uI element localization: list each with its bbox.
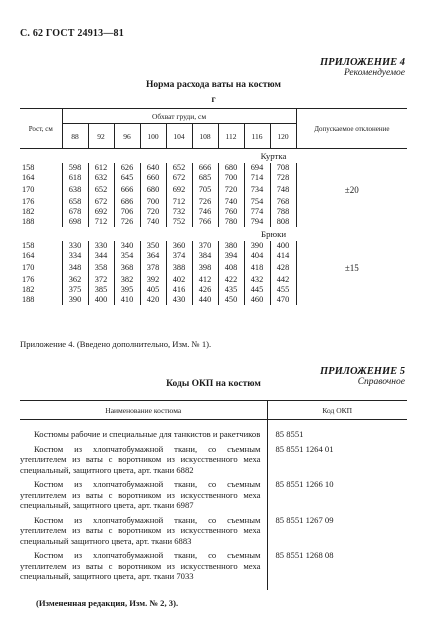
value-cell: 430 [166, 295, 192, 305]
value-cell: 385 [88, 285, 114, 295]
table-row [20, 251, 407, 261]
norm-sections [20, 149, 407, 305]
value-cell: 692 [166, 183, 192, 197]
value-cell: 395 [114, 285, 140, 295]
value-cell: 618 [62, 173, 88, 183]
value-cell: 720 [140, 207, 166, 217]
value-cell: 780 [218, 217, 244, 227]
tolerance-empty [296, 285, 407, 295]
value-cell: 404 [244, 251, 270, 261]
value-cell: 460 [244, 295, 270, 305]
value-cell: 422 [218, 275, 244, 285]
value-cell: 334 [62, 251, 88, 261]
value-cell: 660 [140, 173, 166, 183]
value-cell: 402 [166, 275, 192, 285]
appendix5-note: (Измененная редакция, Изм. № 2, 3). [36, 598, 179, 608]
value-cell: 754 [244, 197, 270, 207]
value-cell: 470 [270, 295, 296, 305]
appendix4-note: Приложение 4. (Введено дополнительно, Изм. № 1). [20, 339, 212, 349]
value-cell: 666 [114, 183, 140, 197]
value-cell: 732 [166, 207, 192, 217]
chest-size-header: 92 [88, 124, 114, 149]
value-cell: 392 [140, 275, 166, 285]
value-cell: 712 [166, 197, 192, 207]
value-cell: 372 [88, 275, 114, 285]
value-cell: 686 [114, 197, 140, 207]
chest-size-header: 96 [114, 124, 140, 149]
tolerance-empty [296, 163, 407, 173]
table-row [20, 183, 407, 197]
value-cell: 705 [192, 183, 218, 197]
chest-size-header: 100 [140, 124, 166, 149]
value-cell: 632 [88, 173, 114, 183]
value-cell: 408 [218, 261, 244, 275]
value-cell: 428 [270, 261, 296, 275]
okp-name-cell: Костюм из хлопчатобумажной ткани, со съемным утеплителем из ваты с воротником из искусственного меха специальный защитного цвета, арт. ткани 6883 [20, 514, 261, 546]
value-cell: 740 [140, 217, 166, 227]
tolerance-cell: ±15 [296, 261, 407, 275]
tolerance-cell: ±20 [296, 183, 407, 197]
table-row [20, 285, 407, 295]
value-cell: 680 [218, 163, 244, 173]
value-cell: 364 [140, 251, 166, 261]
table-row [20, 207, 407, 217]
value-cell: 445 [244, 285, 270, 295]
value-cell: 808 [270, 217, 296, 227]
value-cell: 680 [140, 183, 166, 197]
okp-code-cell: 85 8551 1264 01 [267, 440, 407, 476]
value-cell: 418 [244, 261, 270, 275]
appendix4-title: ПРИЛОЖЕНИЕ 4 [320, 57, 405, 68]
height-cell: 170 [22, 185, 35, 194]
value-cell: 350 [140, 241, 166, 251]
value-cell: 420 [140, 295, 166, 305]
value-cell: 375 [62, 285, 88, 295]
value-cell: 708 [270, 163, 296, 173]
height-cell: 188 [22, 217, 35, 226]
chest-size-header: 120 [270, 124, 296, 149]
value-cell: 400 [270, 241, 296, 251]
value-cell: 354 [114, 251, 140, 261]
value-cell: 370 [192, 241, 218, 251]
table-row [20, 275, 407, 285]
value-cell: 740 [218, 197, 244, 207]
height-cell: 188 [22, 295, 35, 304]
value-cell: 440 [192, 295, 218, 305]
height-cell: 170 [22, 263, 35, 272]
value-cell: 378 [140, 261, 166, 275]
table-row [20, 163, 407, 173]
value-cell: 374 [166, 251, 192, 261]
chest-size-header: 112 [218, 124, 244, 149]
okp-name-cell: Костюм из хлопчатобумажной ткани, со съемным утеплителем из ваты с воротником из искусственного меха специальный, защитного цвета, арт. ткани 7033 [20, 550, 261, 581]
value-cell: 694 [244, 163, 270, 173]
value-cell: 390 [62, 295, 88, 305]
chest-size-header: 88 [62, 124, 88, 149]
value-cell: 652 [166, 163, 192, 173]
height-cell: 176 [22, 197, 35, 206]
value-cell: 726 [192, 197, 218, 207]
value-cell: 794 [244, 217, 270, 227]
table-row [20, 546, 407, 582]
value-cell: 652 [88, 183, 114, 197]
value-cell: 330 [62, 241, 88, 251]
col-name-header: Наименование костюма [105, 405, 182, 415]
okp-code-cell: 85 8551 1267 09 [267, 511, 407, 547]
value-cell: 358 [88, 261, 114, 275]
value-cell: 766 [192, 217, 218, 227]
value-cell: 412 [192, 275, 218, 285]
value-cell: 666 [192, 163, 218, 173]
tolerance-empty [296, 295, 407, 305]
value-cell: 388 [166, 261, 192, 275]
appendix5-table-title: Коды ОКП на костюм [166, 379, 261, 389]
table-row [20, 475, 407, 511]
value-cell: 734 [244, 183, 270, 197]
value-cell: 700 [140, 197, 166, 207]
value-cell: 398 [192, 261, 218, 275]
value-cell: 658 [62, 197, 88, 207]
value-cell: 416 [166, 285, 192, 295]
height-cell: 182 [22, 285, 35, 294]
okp-table [20, 400, 407, 590]
okp-name-cell: Костюм из хлопчатобумажной ткани, со съемным утеплителем из ваты с воротником из искусственного меха специальный, защитного цвета, арт. ткани 6882 [20, 443, 261, 475]
height-cell: 164 [22, 173, 35, 182]
tolerance-empty [296, 197, 407, 207]
height-cell: 158 [22, 163, 35, 172]
tolerance-empty [296, 241, 407, 251]
value-cell: 340 [114, 241, 140, 251]
value-cell: 405 [140, 285, 166, 295]
value-cell: 752 [166, 217, 192, 227]
appendix4-unit: г [211, 94, 216, 104]
value-cell: 685 [192, 173, 218, 183]
section-title: Брюки [261, 229, 287, 239]
value-cell: 362 [62, 275, 88, 285]
value-cell: 720 [218, 183, 244, 197]
value-cell: 344 [88, 251, 114, 261]
table-row [20, 440, 407, 476]
tolerance-empty [296, 173, 407, 183]
value-cell: 728 [270, 173, 296, 183]
value-cell: 768 [270, 197, 296, 207]
height-cell: 158 [22, 241, 35, 250]
appendix4-status: Рекомендуемое [343, 68, 405, 78]
value-cell: 726 [114, 217, 140, 227]
tolerance-empty [296, 275, 407, 285]
value-cell: 442 [270, 275, 296, 285]
value-cell: 698 [62, 217, 88, 227]
appendix5-status: Справочное [357, 377, 405, 387]
height-cell: 176 [22, 275, 35, 284]
value-cell: 692 [88, 207, 114, 217]
value-cell: 638 [62, 183, 88, 197]
value-cell: 414 [270, 251, 296, 261]
value-cell: 645 [114, 173, 140, 183]
okp-code-cell: 85 8551 1266 10 [267, 475, 407, 511]
tolerance-empty [296, 207, 407, 217]
value-cell: 640 [140, 163, 166, 173]
value-cell: 746 [192, 207, 218, 217]
value-cell: 390 [244, 241, 270, 251]
value-cell: 712 [88, 217, 114, 227]
table-row [20, 197, 407, 207]
okp-name-cell: Костюм из хлопчатобумажной ткани, со съемным утеплителем из ваты с воротником из искусственного меха специальный, защитного цвета, арт. ткани 6987 [20, 479, 261, 510]
section-title: Куртка [260, 151, 287, 161]
okp-table-end [20, 582, 267, 590]
appendix5-title: ПРИЛОЖЕНИЕ 5 [320, 366, 405, 377]
value-cell: 330 [88, 241, 114, 251]
height-cell: 164 [22, 251, 35, 260]
chest-size-header: 104 [166, 124, 192, 149]
table-row [20, 217, 407, 227]
value-cell: 714 [244, 173, 270, 183]
tolerance-empty [296, 251, 407, 261]
value-cell: 426 [192, 285, 218, 295]
table-row [20, 173, 407, 183]
value-cell: 394 [218, 251, 244, 261]
value-cell: 774 [244, 207, 270, 217]
value-cell: 706 [114, 207, 140, 217]
value-cell: 612 [88, 163, 114, 173]
table-row [20, 241, 407, 251]
norm-table [20, 108, 407, 305]
value-cell: 384 [192, 251, 218, 261]
height-cell: 182 [22, 207, 35, 216]
value-cell: 450 [218, 295, 244, 305]
okp-table-end [267, 582, 407, 590]
value-cell: 760 [218, 207, 244, 217]
value-cell: 788 [270, 207, 296, 217]
table-row [20, 261, 407, 275]
okp-code-cell: 85 8551 [267, 420, 407, 440]
col-tolerance-header: Допускаемое отклонение [296, 109, 407, 149]
col-chest-header: Обхват груди, см [62, 109, 296, 124]
value-cell: 368 [114, 261, 140, 275]
value-cell: 598 [62, 163, 88, 173]
value-cell: 700 [218, 173, 244, 183]
table-row [20, 511, 407, 547]
okp-code-cell: 85 8551 1268 08 [267, 546, 407, 582]
chest-size-header: 108 [192, 124, 218, 149]
value-cell: 672 [166, 173, 192, 183]
value-cell: 348 [62, 261, 88, 275]
col-code-header: Код ОКП [267, 401, 407, 420]
value-cell: 678 [62, 207, 88, 217]
chest-size-header: 116 [244, 124, 270, 149]
value-cell: 455 [270, 285, 296, 295]
okp-name-cell: Костюмы рабочие и специальные для танкистов и ракетчиков [34, 429, 261, 439]
value-cell: 748 [270, 183, 296, 197]
value-cell: 410 [114, 295, 140, 305]
value-cell: 672 [88, 197, 114, 207]
value-cell: 400 [88, 295, 114, 305]
value-cell: 360 [166, 241, 192, 251]
col-height-header: Рост, см [28, 124, 53, 133]
value-cell: 382 [114, 275, 140, 285]
value-cell: 626 [114, 163, 140, 173]
tolerance-empty [296, 217, 407, 227]
value-cell: 432 [244, 275, 270, 285]
page-header: С. 62 ГОСТ 24913—81 [20, 28, 124, 39]
table-row [20, 420, 407, 440]
value-cell: 380 [218, 241, 244, 251]
value-cell: 435 [218, 285, 244, 295]
appendix4-table-title: Норма расхода ваты на костюм [145, 80, 281, 90]
table-row [20, 295, 407, 305]
